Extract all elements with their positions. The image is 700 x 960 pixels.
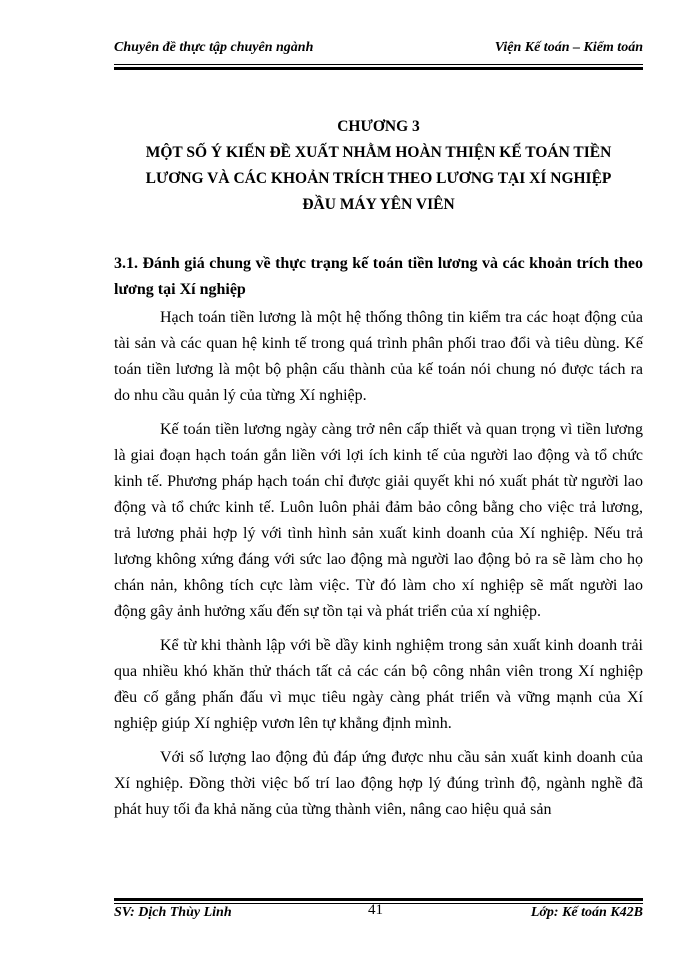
header-rule-thick [114, 67, 643, 70]
paragraph-2: Kế toán tiền lương ngày càng trở nên cấp thiết và quan trọng vì tiền lương là giai đoạn hạch toán gắn liền với lợi ích kinh tế của người lao động và tổ chức kinh tế. Phương pháp hạch toán chỉ được giải quyết khi nó xuất phát từ người lao động và tổ chức kinh tế. Luôn luôn phải đảm bảo công bằng cho việc trả lương, trả lương phải hợp lý với tình hình sản xuất kinh doanh của Xí nghiệp. Nếu trả lương không xứng đáng với sức lao động mà người lao động bỏ ra sẽ làm cho họ chán nản, không tích cực làm việc. Từ đó làm cho xí nghiệp sẽ mất người lao động gây ảnh hưởng xấu đến sự tồn tại và phát triển của xí nghiệp. [114, 421, 643, 620]
chapter-number: CHƯƠNG 3 [337, 118, 420, 135]
chapter-title-line-1: MỘT SỐ Ý KIẾN ĐỀ XUẤT NHẰM HOÀN THIỆN KẾ TOÁN TIỀN [145, 144, 612, 161]
footer-student-name: SV: Dịch Thùy Linh [114, 905, 232, 920]
chapter-title-block [114, 114, 643, 218]
paragraph-3: Kể từ khi thành lập với bề dầy kinh nghiệm trong sản xuất kinh doanh trải qua nhiều khó khăn thử thách tất cả các cán bộ công nhân viên trong Xí nghiệp đều cố gắng phấn đấu vì mục tiêu ngày càng phát triển và vững mạnh của Xí nghiệp giúp Xí nghiệp vươn lên tự khẳng định mình. [114, 637, 643, 732]
paragraph-4: Với số lượng lao động đủ đáp ứng được nhu cầu sản xuất kinh doanh của Xí nghiệp. Đồng thời việc bố trí lao động hợp lý đúng trình độ, ngành nghề đã phát huy tối đa khả năng của từng thành viên, nâng cao hiệu quả sản [114, 749, 643, 818]
footer-rule-thick [114, 898, 643, 901]
header-rule-thin [114, 64, 643, 65]
page-number: 41 [368, 902, 383, 918]
paragraph-1: Hạch toán tiền lương là một hệ thống thông tin kiểm tra các hoạt động của tài sản và các quan hệ kinh tế trong quá trình phân phối trao đổi và tiêu dùng. Kế toán tiền lương là một bộ phận cấu thành của kế toán nói chung nó được tách ra do nhu cầu quản lý của từng Xí nghiệp. [114, 309, 643, 404]
page-header [114, 40, 643, 62]
footer-class: Lớp: Kế toán K42B [530, 905, 643, 920]
body-text [114, 305, 643, 831]
header-left-text: Chuyên đề thực tập chuyên ngành [114, 40, 314, 55]
chapter-title-line-2: LƯƠNG VÀ CÁC KHOẢN TRÍCH THEO LƯƠNG TẠI XÍ NGHIỆP [145, 170, 612, 187]
section-heading: 3.1. Đánh giá chung về thực trạng kế toán tiền lương và các khoản trích theo lương tại Xí nghiệp [114, 255, 643, 298]
chapter-title-line-3: ĐẦU MÁY YÊN VIÊN [302, 196, 455, 213]
page-footer [114, 902, 643, 927]
header-right-text: Viện Kế toán – Kiểm toán [494, 40, 643, 55]
